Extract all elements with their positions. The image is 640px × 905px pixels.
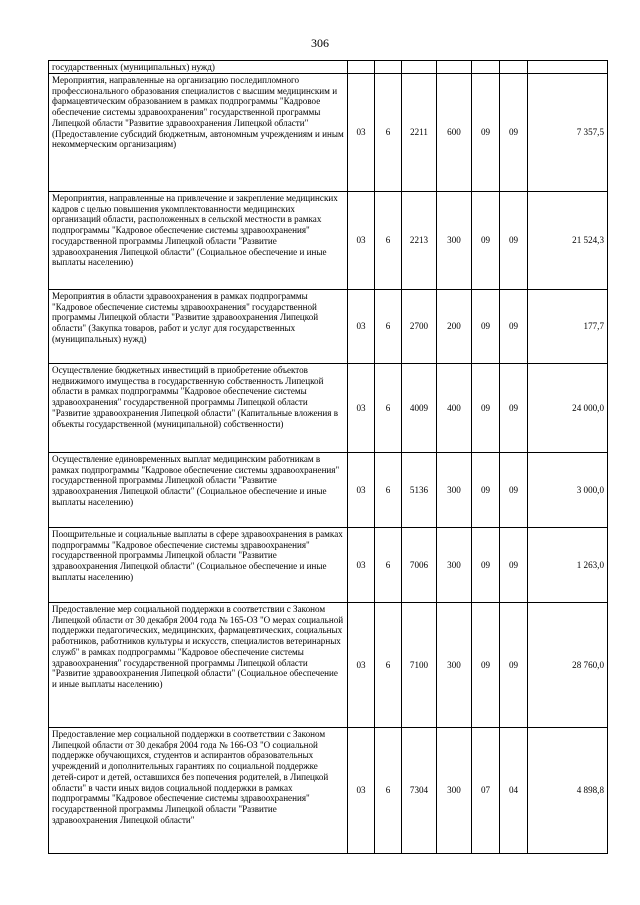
- cell-code-5: 09: [472, 192, 500, 290]
- cell-amount: 21 524,3: [528, 192, 608, 290]
- row-description: Осуществление бюджетных инвестиций в приобретение объектов недвижимого имущества в государственную собственность Липецкой области в рамках подпрограммы "Кадровое обеспечение системы здравоохранения" государственной программы Липецкой области "Развитие здравоохранения Липецкой области" (Капитальные вложения в объекты государственной (муниципальной) собственности): [49, 364, 348, 453]
- cell-code-2: [375, 61, 402, 74]
- cell-code-5: 07: [472, 728, 500, 854]
- cell-code-1: 03: [348, 364, 375, 453]
- table-row: [49, 74, 608, 192]
- cell-code-2: 6: [375, 74, 402, 192]
- table-row: [49, 364, 608, 453]
- cell-amount: 1 263,0: [528, 528, 608, 603]
- cell-code-3: 5136: [402, 453, 437, 528]
- cell-amount: [528, 61, 608, 74]
- row-description: Осуществление единовременных выплат медицинским работникам в рамках подпрограммы "Кадровое обеспечение системы здравоохранения" государственной программы Липецкой области "Развитие здравоохранения Липецкой области" (Социальное обеспечение и иные выплаты населению): [49, 453, 348, 528]
- cell-code-5: [472, 61, 500, 74]
- cell-code-1: 03: [348, 192, 375, 290]
- row-description: Мероприятия в области здравоохранения в рамках подпрограммы "Кадровое обеспечение системы здравоохранения" государственной программы Липецкой области "Развитие здравоохранения Липецкой области" (Закупка товаров, работ и услуг для государственных (муниципальных) нужд): [49, 290, 348, 364]
- table-row: [49, 528, 608, 603]
- cell-code-1: 03: [348, 290, 375, 364]
- cell-code-3: [402, 61, 437, 74]
- page-number: 306: [311, 36, 329, 50]
- cell-code-4: 300: [437, 453, 472, 528]
- cell-code-1: 03: [348, 728, 375, 854]
- cell-code-5: 09: [472, 364, 500, 453]
- cell-code-2: 6: [375, 528, 402, 603]
- cell-code-1: [348, 61, 375, 74]
- cell-code-3: 7100: [402, 603, 437, 728]
- cell-code-6: 09: [500, 290, 528, 364]
- cell-code-4: [437, 61, 472, 74]
- cell-code-6: 04: [500, 728, 528, 854]
- cell-code-2: 6: [375, 290, 402, 364]
- table-row: [49, 453, 608, 528]
- cell-code-2: 6: [375, 453, 402, 528]
- cell-code-2: 6: [375, 603, 402, 728]
- cell-code-6: 09: [500, 192, 528, 290]
- cell-code-2: 6: [375, 192, 402, 290]
- cell-code-5: 09: [472, 603, 500, 728]
- cell-amount: 4 898,8: [528, 728, 608, 854]
- cell-amount: 3 000,0: [528, 453, 608, 528]
- cell-code-6: 09: [500, 74, 528, 192]
- cell-code-3: 7006: [402, 528, 437, 603]
- row-description: государственных (муниципальных) нужд): [49, 61, 348, 74]
- cell-code-4: 300: [437, 603, 472, 728]
- row-description: Поощрительные и социальные выплаты в сфере здравоохранения в рамках подпрограммы "Кадровое обеспечение системы здравоохранения" государственной программы Липецкой области "Развитие здравоохранения Липецкой области" (Социальное обеспечение и иные выплаты населению): [49, 528, 348, 603]
- cell-code-1: 03: [348, 453, 375, 528]
- cell-code-3: 2211: [402, 74, 437, 192]
- cell-code-4: 300: [437, 528, 472, 603]
- cell-code-6: 09: [500, 364, 528, 453]
- cell-code-4: 200: [437, 290, 472, 364]
- cell-code-2: 6: [375, 728, 402, 854]
- row-description: Мероприятия, направленные на привлечение и закрепление медицинских кадров с целью повышения укомплектованности медицинских организаций области, расположенных в сельской местности в рамках подпрограммы "Кадровое обеспечение системы здравоохранения" государственной программы Липецкой области "Развитие здравоохранения Липецкой области" (Социальное обеспечение и иные выплаты населению): [49, 192, 348, 290]
- cell-code-1: 03: [348, 603, 375, 728]
- cell-code-5: 09: [472, 453, 500, 528]
- cell-code-3: 2700: [402, 290, 437, 364]
- cell-amount: 28 760,0: [528, 603, 608, 728]
- cell-amount: 177,7: [528, 290, 608, 364]
- cell-code-5: 09: [472, 74, 500, 192]
- cell-code-6: 09: [500, 528, 528, 603]
- row-description: Предоставление мер социальной поддержки в соответствии с Законом Липецкой области от 30 декабря 2004 года № 165-ОЗ "О мерах социальной поддержки педагогических, медицинских, фармацевтических, социальных работников, работников культуры и искусств, специалистов ветеринарных служб" в рамках подпрограммы "Кадровое обеспечение системы здравоохранения" государственной программы Липецкой области "Развитие здравоохранения Липецкой области" (Социальное обеспечение и иные выплаты населению): [49, 603, 348, 728]
- cell-code-4: 300: [437, 192, 472, 290]
- cell-code-5: 09: [472, 528, 500, 603]
- cell-amount: 24 000,0: [528, 364, 608, 453]
- cell-code-1: 03: [348, 74, 375, 192]
- cell-code-4: 600: [437, 74, 472, 192]
- cell-code-6: 09: [500, 603, 528, 728]
- table-row: [49, 61, 608, 74]
- cell-code-1: 03: [348, 528, 375, 603]
- table-row: [49, 728, 608, 854]
- table-row: [49, 603, 608, 728]
- cell-code-6: [500, 61, 528, 74]
- table-row: [49, 192, 608, 290]
- cell-code-3: 7304: [402, 728, 437, 854]
- cell-code-2: 6: [375, 364, 402, 453]
- cell-code-3: 4009: [402, 364, 437, 453]
- cell-code-6: 09: [500, 453, 528, 528]
- budget-table: [48, 60, 608, 854]
- row-description: Мероприятия, направленные на организацию последипломного профессионального образования специалистов с высшим медицинским и фармацевтическим образованием в рамках подпрограммы "Кадровое обеспечение системы здравоохранения" государственной программы Липецкой области "Развитие здравоохранения Липецкой области" (Предоставление субсидий бюджетным, автономным учреждениям и иным некоммерческим организациям): [49, 74, 348, 192]
- cell-code-4: 400: [437, 364, 472, 453]
- cell-code-4: 300: [437, 728, 472, 854]
- table-row: [49, 290, 608, 364]
- cell-amount: 7 357,5: [528, 74, 608, 192]
- cell-code-5: 09: [472, 290, 500, 364]
- cell-code-3: 2213: [402, 192, 437, 290]
- row-description: Предоставление мер социальной поддержки в соответствии с Законом Липецкой области от 30 декабря 2004 года № 166-ОЗ "О социальной поддержке обучающихся, студентов и аспирантов образовательных учреждений и дополнительных гарантиях по социальной поддержке детей-сирот и детей, оставшихся без попечения родителей, в Липецкой области" в части иных видов социальной поддержки в рамках подпрограммы "Кадровое обеспечение системы здравоохранения" государственной программы Липецкой области "Развитие здравоохранения Липецкой области": [49, 728, 348, 854]
